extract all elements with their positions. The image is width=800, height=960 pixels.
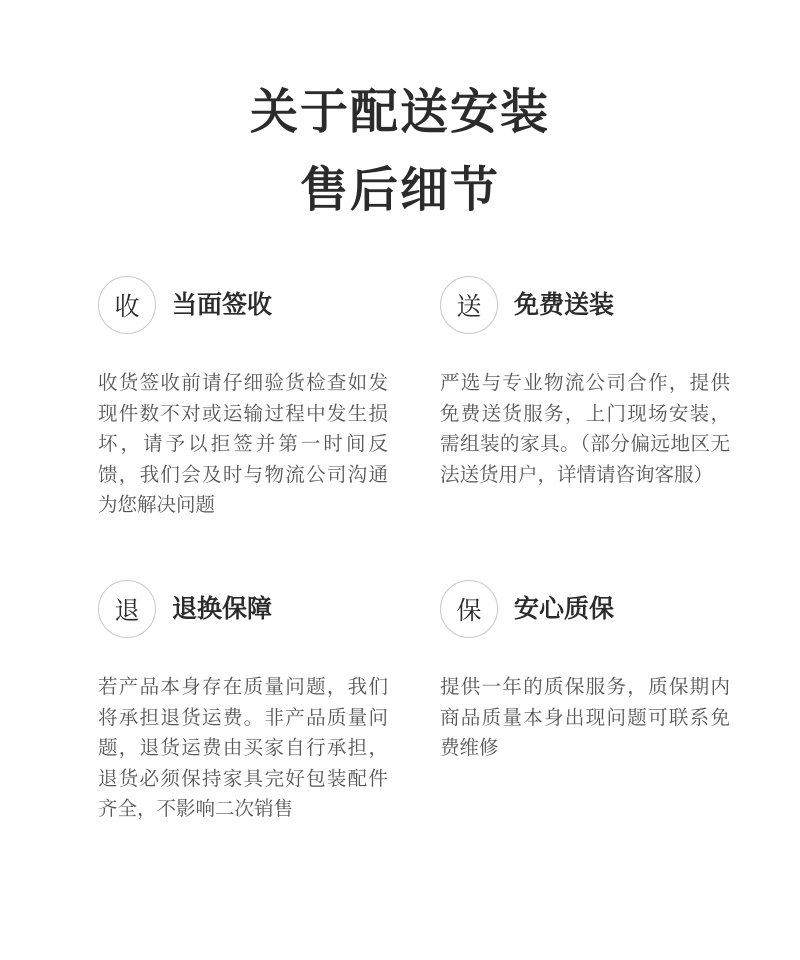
feature-return-guarantee <box>98 580 398 820</box>
feature-quality-warranty <box>440 580 740 759</box>
feature-header <box>440 276 740 338</box>
feature-header <box>98 276 398 338</box>
feature-description: 收货签收前请仔细验货检查如发现件数不对或运输过程中发生损坏，请予以拒签并第一时间反馈，我们会及时与物流公司沟通为您解决问题 <box>98 371 388 516</box>
feature-header <box>98 580 398 642</box>
sign-badge-icon: 收 <box>98 276 156 334</box>
return-badge-icon: 退 <box>98 580 156 638</box>
feature-description: 提供一年的质保服务，质保期内商品质量本身出现问题可联系免费维修 <box>440 675 730 759</box>
delivery-badge-icon: 送 <box>440 276 498 334</box>
page-title-line-2: 售后细节 <box>299 162 500 218</box>
feature-free-delivery-install <box>440 276 740 486</box>
feature-heading: 免费送装 <box>514 290 615 319</box>
feature-description: 严选与专业物流公司合作，提供免费送货服务，上门现场安装，需组装的家具。（部分偏远地区无法送货用户，详情请咨询客服） <box>440 371 730 486</box>
feature-description: 若产品本身存在质量问题，我们将承担退货运费。非产品质量问题，退货运费由买家自行承担，退货必须保持家具完好包装配件齐全，不影响二次销售 <box>98 675 388 820</box>
feature-heading: 当面签收 <box>172 290 273 319</box>
feature-header <box>440 580 740 642</box>
page-title-line-1: 关于配送安装 <box>249 84 550 140</box>
feature-heading: 退换保障 <box>172 594 273 623</box>
feature-sign-on-delivery <box>98 276 398 516</box>
feature-heading: 安心质保 <box>514 594 615 623</box>
warranty-badge-icon: 保 <box>440 580 498 638</box>
